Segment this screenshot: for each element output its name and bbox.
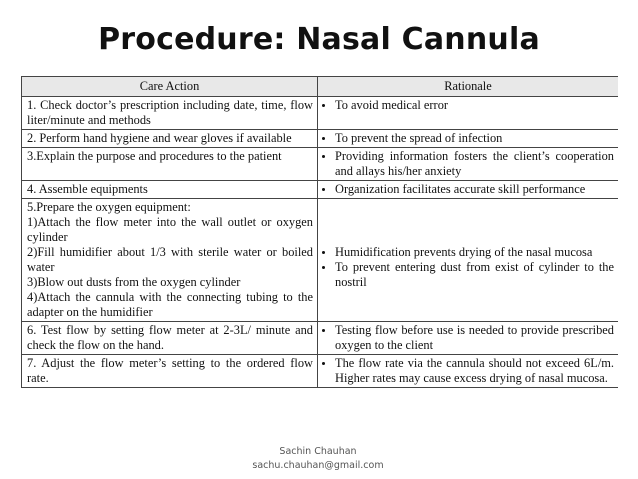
- rationale-text: • Providing information fosters the client’s cooperation and allays his/her anxiety: [335, 149, 614, 179]
- procedure-table-container: [21, 76, 618, 476]
- header-rationale: Rationale: [318, 77, 619, 97]
- table-header-row: [22, 77, 619, 97]
- author-watermark: [248, 445, 388, 473]
- rationale-text: • Humidification prevents drying of the nasal mucosa: [335, 245, 614, 260]
- care-text: 2. Perform hand hygiene and wear gloves if available: [27, 131, 292, 145]
- rationale-cell: [318, 322, 619, 355]
- care-text: 1. Check doctor’s prescription including date, time, flow liter/minute and methods: [27, 98, 313, 127]
- care-text: 2)Fill humidifier about 1/3 with sterile water or boiled water: [27, 245, 313, 274]
- care-text: 5.Prepare the oxygen equipment:: [27, 200, 191, 214]
- care-action-cell: [22, 199, 318, 322]
- care-text: 4. Assemble equipments: [27, 182, 148, 196]
- author-email: sachu.chauhan@gmail.com: [252, 460, 384, 471]
- care-text: 7. Adjust the flow meter’s setting to the ordered flow rate.: [27, 356, 313, 385]
- rationale-cell: [318, 199, 619, 322]
- rationale-text: • Testing flow before use is needed to provide prescribed oxygen to the client: [335, 323, 614, 353]
- rationale-cell: [318, 181, 619, 199]
- table-row: [22, 130, 619, 148]
- rationale-text: • To avoid medical error: [335, 98, 614, 113]
- care-action-cell: [22, 181, 318, 199]
- slide-title: Procedure: Nasal Cannula: [98, 22, 540, 57]
- rationale-cell: [318, 148, 619, 181]
- care-text: 3)Blow out dusts from the oxygen cylinder: [27, 275, 241, 289]
- care-action-cell: [22, 148, 318, 181]
- rationale-cell: [318, 97, 619, 130]
- care-text: 6. Test flow by setting flow meter at 2-3L/ minute and check the flow on the hand.: [27, 323, 313, 352]
- care-action-cell: [22, 355, 318, 388]
- care-text: 1)Attach the flow meter into the wall outlet or oxygen cylinder: [27, 215, 313, 244]
- table-row: [22, 97, 619, 130]
- table-row: [22, 181, 619, 199]
- care-action-cell: [22, 97, 318, 130]
- table-row: [22, 322, 619, 355]
- rationale-text: • Organization facilitates accurate skill performance: [335, 182, 614, 197]
- care-text: 3.Explain the purpose and procedures to the patient: [27, 149, 282, 163]
- table-row: [22, 199, 619, 322]
- rationale-text: • To prevent the spread of infection: [335, 131, 614, 146]
- table-row: [22, 148, 619, 181]
- header-care-action: Care Action: [22, 77, 318, 97]
- care-action-cell: [22, 130, 318, 148]
- care-action-cell: [22, 322, 318, 355]
- rationale-cell: [318, 355, 619, 388]
- author-name: Sachin Chauhan: [279, 446, 357, 457]
- procedure-table: [21, 76, 618, 388]
- rationale-text: • The flow rate via the cannula should not exceed 6L/m. Higher rates may cause excess drying of nasal mucosa.: [335, 356, 614, 386]
- rationale-cell: [318, 130, 619, 148]
- care-text: 4)Attach the cannula with the connecting tubing to the adapter on the humidifier: [27, 290, 313, 319]
- rationale-text: • To prevent entering dust from exist of cylinder to the nostril: [335, 260, 614, 290]
- table-row: [22, 355, 619, 388]
